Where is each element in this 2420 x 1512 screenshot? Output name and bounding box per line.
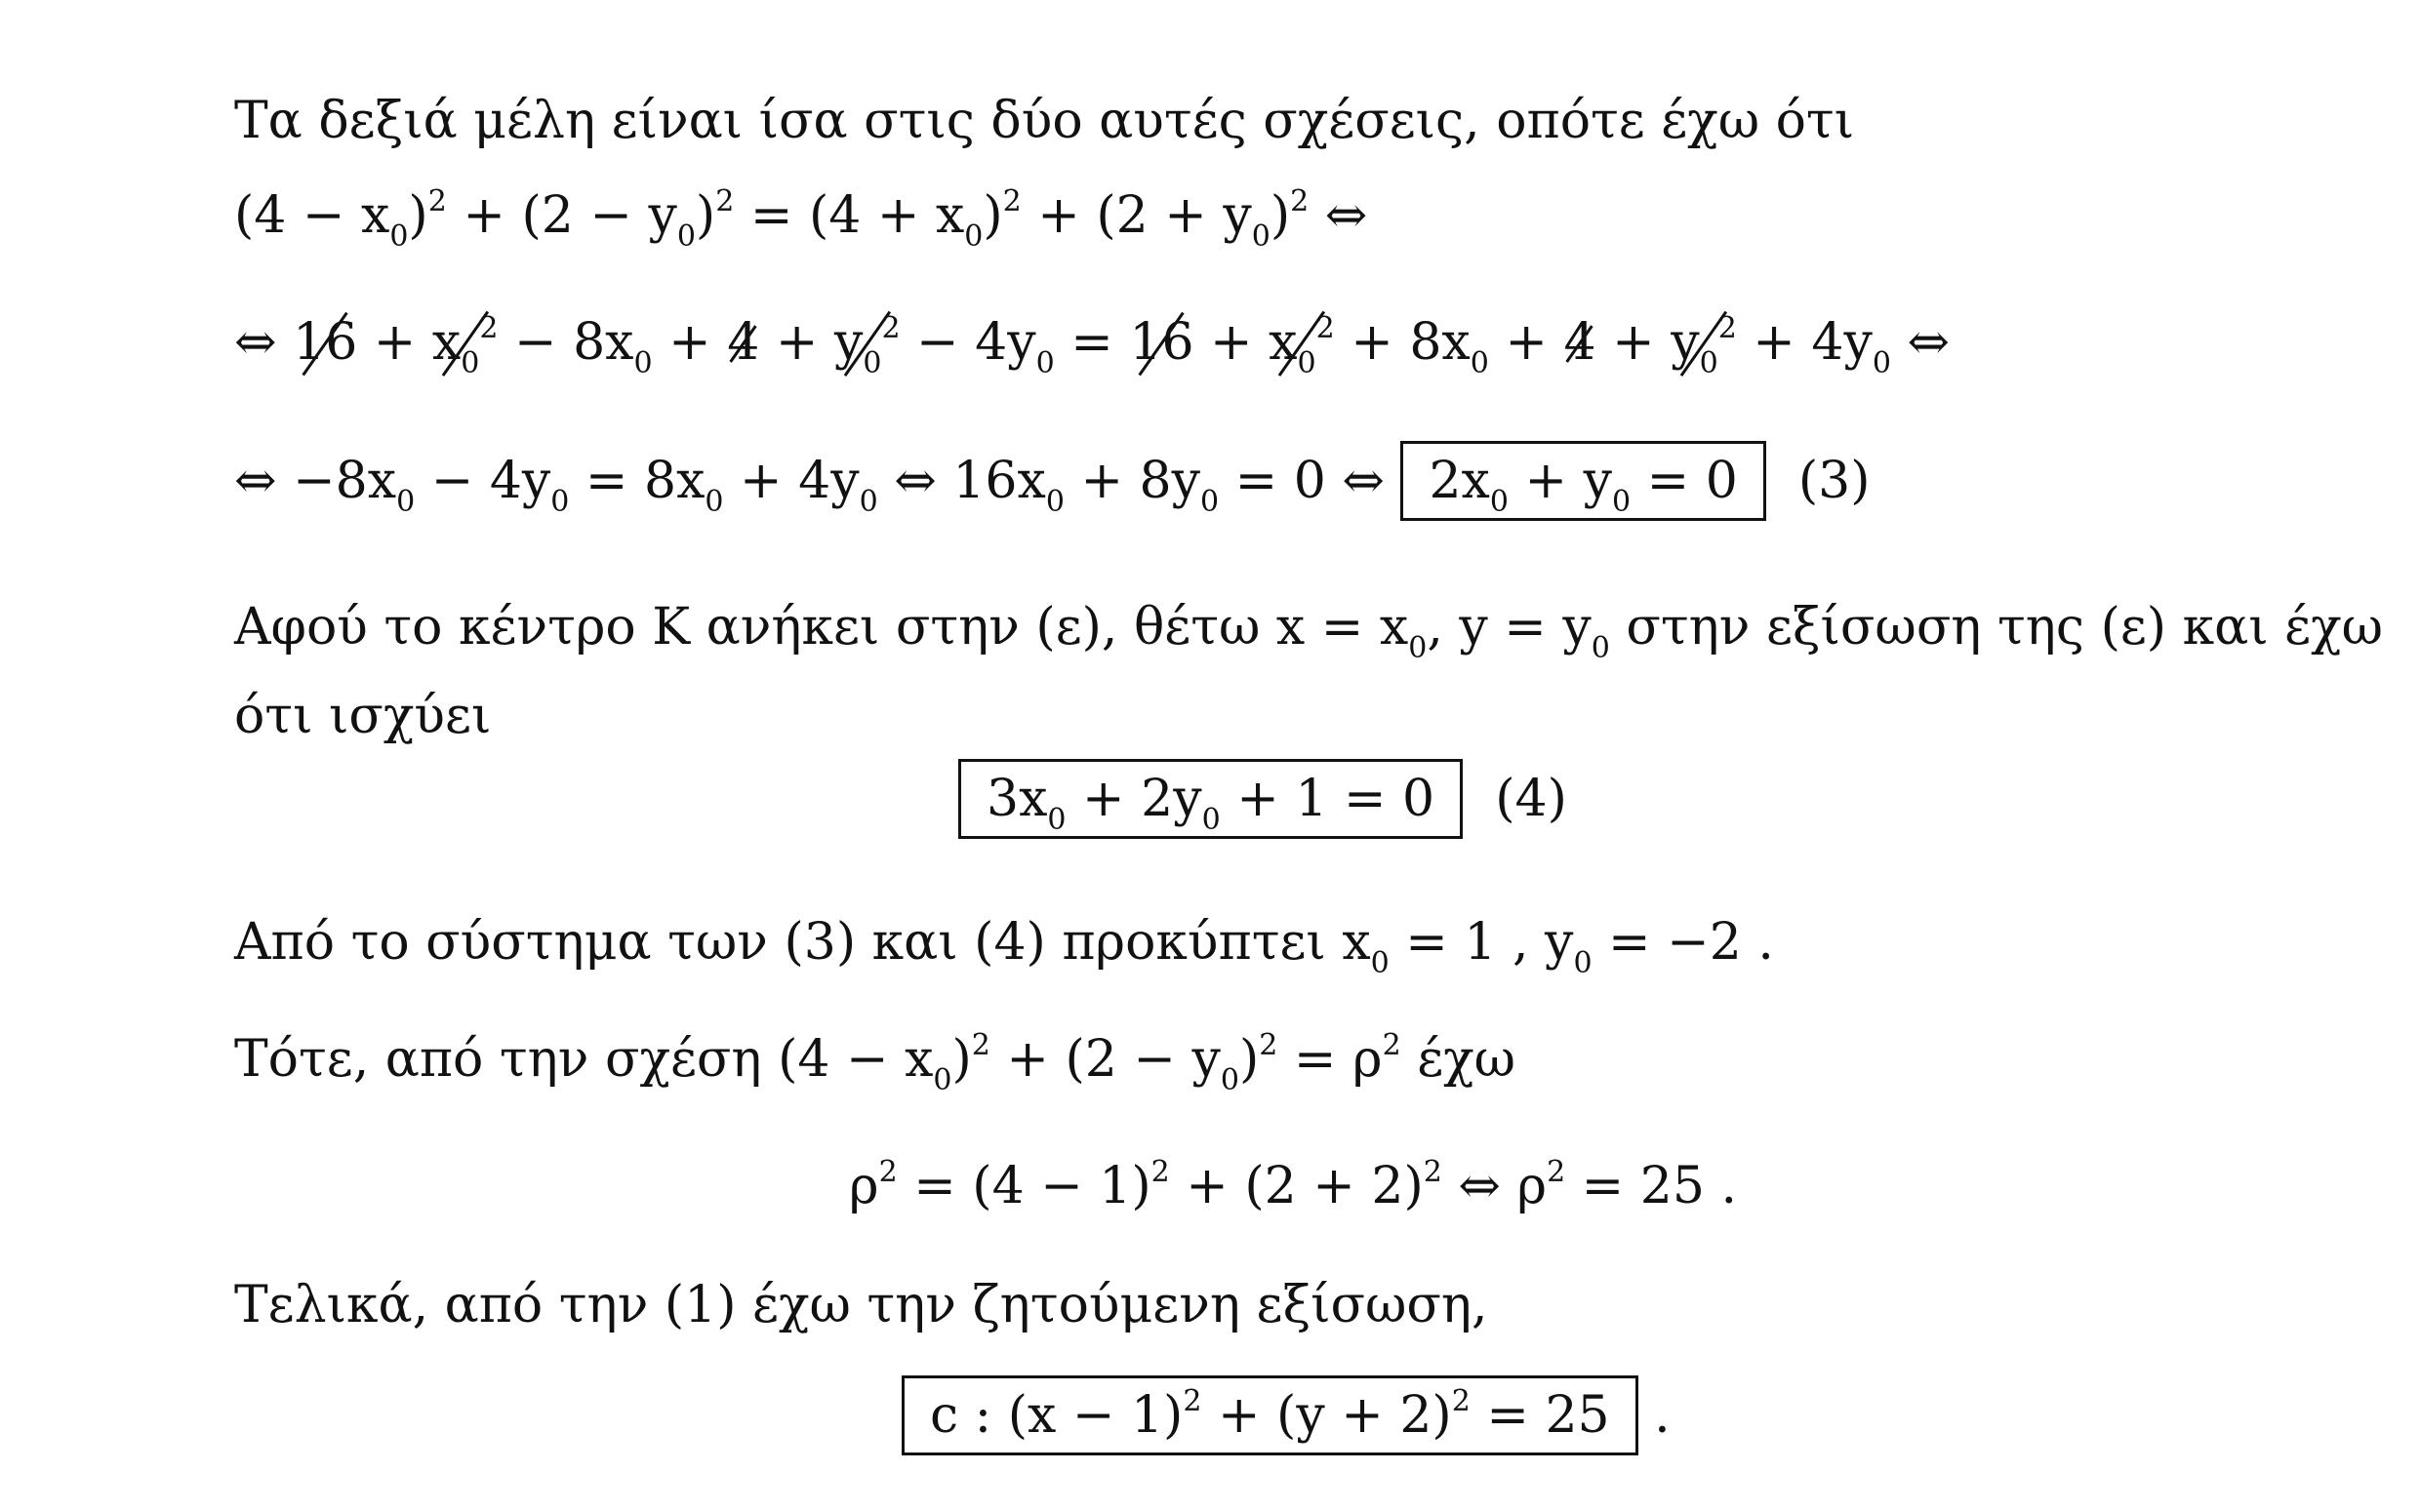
boxed-equation-3: $2x_0 + y_0 = 0$ xyxy=(1400,441,1765,521)
final-equation: c : $(x - 1)^2 + (y + 2)^2 = 25$ . xyxy=(902,1375,1671,1455)
equation-label-4: (4) xyxy=(1495,770,1567,828)
paragraph-5: Αφού το κέντρο Κ ανήκει στην (ε), θέτω $x = x_0$, $y = y_0$ στην εξίσωση της (ε) και έχω xyxy=(234,598,2383,665)
paragraph-6: ότι ισχύει xyxy=(234,687,492,745)
equation-3: ⇔ $-8x_0 - 4y_0 = 8x_0 + 4y_0$ ⇔ $16x_0 + 8y_0 = 0$ ⇔ $2x_0 + y_0 = 0$ (3) xyxy=(234,441,1871,521)
equation-4 xyxy=(958,759,1567,839)
paragraph-9: Τότε, από την σχέση $(4 - x_0)^2 + (2 - y_0)^2 = \rho^2$ έχω xyxy=(234,1028,1516,1097)
equation-label-3: (3) xyxy=(1797,452,1871,510)
paragraph-8: Από το σύστημα των (3) και (4) προκύπτει $x_0 = 1$ , $y_0 = -2$ . xyxy=(234,913,1774,980)
boxed-equation-4: $3x_0 + 2y_0 + 1 = 0$ xyxy=(958,759,1463,839)
equation-5: $\rho^2 = (4 - 1)^2 + (2 + 2)^2$ ⇔ $\rho^2 = 25$ . xyxy=(849,1155,1738,1215)
boxed-final-equation: c : $(x - 1)^2 + (y + 2)^2 = 25$ xyxy=(902,1375,1638,1455)
equation-1: $(4 - x_0)^2 + (2 - y_0)^2 = (4 + x_0)^2 + (2 + y_0)^2$ ⇔ xyxy=(234,184,1368,254)
equation-2: ⇔ $16 + x_0^2 - 8x_0 + 4 + y_0^2 - 4y_0 = 16 + x_0^2 + 8x_0 + 4 + y_0^2 + 4y_0$ ⇔ xyxy=(234,311,1951,380)
paragraph-11: Τελικά, από την (1) έχω την ζητούμενη εξίσωση, xyxy=(234,1276,1488,1334)
paragraph-1: Τα δεξιά μέλη είναι ίσα στις δύο αυτές σχέσεις, οπότε έχω ότι xyxy=(234,92,1855,150)
